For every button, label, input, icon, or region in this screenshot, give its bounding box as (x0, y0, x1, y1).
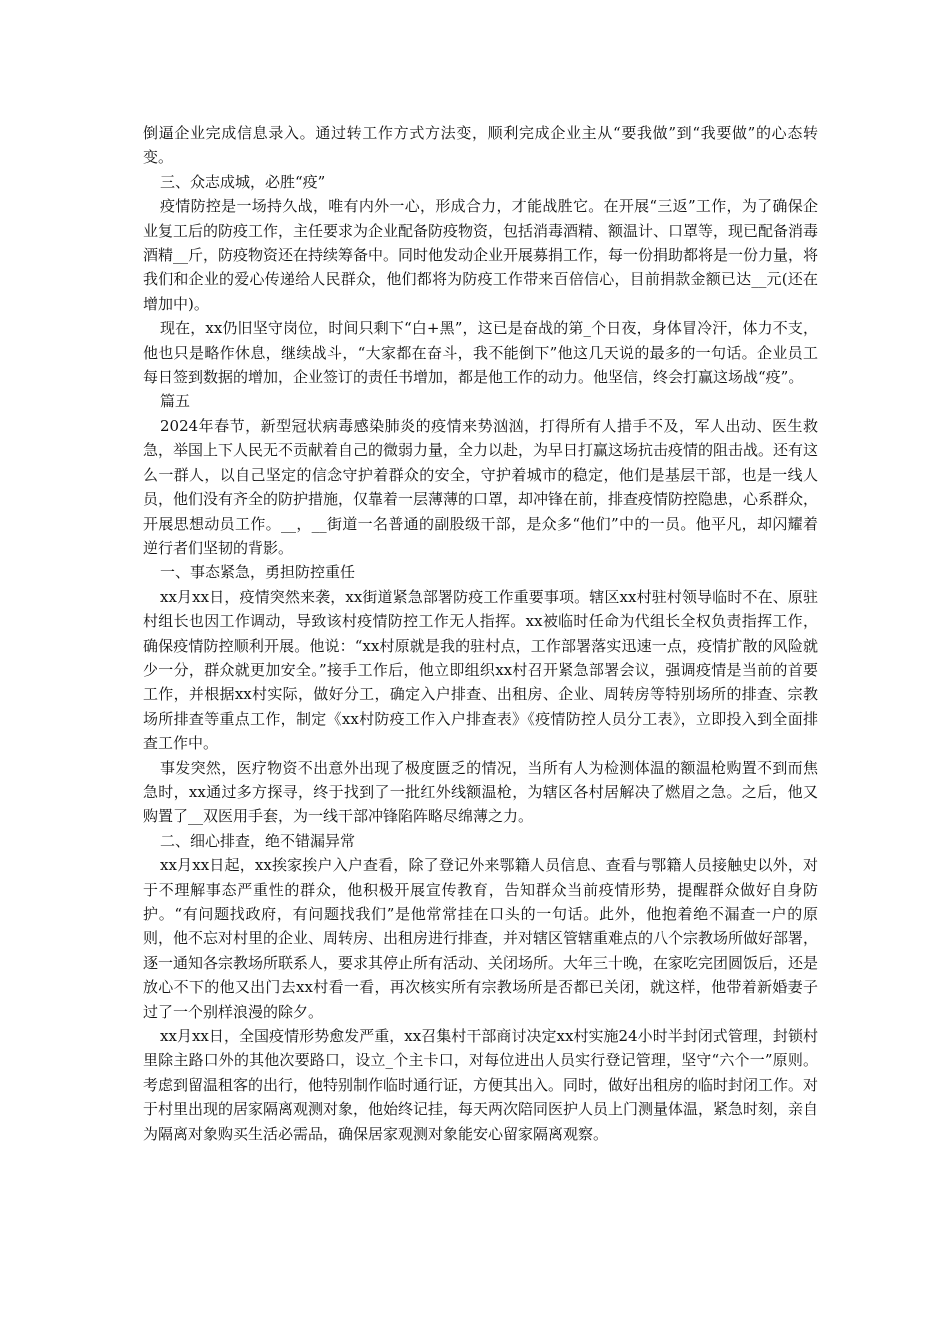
paragraph: 疫情防控是一场持久战，唯有内外一心，形成合力，才能战胜它。在开展“三返”工作，为了确保企业复工后的防疫工作，主任要求为企业配备防疫物资，包括消毒酒精、额温计、口罩等，现已配备消毒酒精__斤，防疫物资还在持续筹备中。同时他发动企业开展募捐工作，每一份捐助都将是一份力量，将我们和企业的爱心传递给人民群众，他们都将为防疫工作带来百倍信心，目前捐款金额已达__元(还在增加中)。 (143, 197, 819, 313)
chapter-heading: 篇五 (160, 392, 191, 411)
paragraph-continuation: 倒逼企业完成信息录入。通过转工作方式方法变，顺利完成企业主从“要我做”到“我要做”的心态转变。 (143, 124, 818, 167)
paragraph: 事发突然，医疗物资不出意外出现了极度匮乏的情况，当所有人为检测体温的额温枪购置不到而焦急时，xx通过多方探寻，终于找到了一批红外线额温枪，为辖区各村居解决了燃眉之急。之后，他又购置了__双医用手套，为一线干部冲锋陷阵略尽绵薄之力。 (143, 758, 818, 826)
document-body (143, 121, 818, 1146)
paragraph: xx月xx日，疫情突然来袭，xx街道紧急部署防疫工作重要事项。辖区xx村驻村领导临时不在、原驻村组长也因工作调动，导致该村疫情防控工作无人指挥。xx被临时任命为代组长全权负责指挥工作，确保疫情防控顺利开展。他说：“xx村原就是我的驻村点，工作部署落实迅速一点，疫情扩散的风险就少一分，群众就更加安全。”接手工作后，他立即组织xx村召开紧急部署会议，强调疫情是当前的首要工作，并根据xx村实际，做好分工，确定入户排查、出租房、企业、周转房等特别场所的排查、宗教场所排查等重点工作，制定《xx村防疫工作入户排查表》《疫情防控人员分工表》，立即投入到全面排查工作中。 (143, 587, 818, 753)
paragraph: xx月xx日，全国疫情形势愈发严重，xx召集村干部商讨决定xx村实施24小时半封闭式管理，封锁村里除主路口外的其他次要路口，设立_个主卡口，对每位进出人员实行登记管理，坚守“六个一”原则。考虑到留温租客的出行，他特别制作临时通行证，方便其出入。同时，做好出租房的临时封闭工作。对于村里出现的居家隔离观测对象，他始终记挂，每天两次陪同医护人员上门测量体温，紧急时刻，亲自为隔离对象购买生活必需品，确保居家观测对象能安心留家隔离观察。 (143, 1027, 819, 1143)
paragraph: xx月xx日起，xx挨家挨户入户查看，除了登记外来鄂籍人员信息、查看与鄂籍人员接触史以外，对于不理解事态严重性的群众，他积极开展宣传教育，告知群众当前疫情形势，提醒群众做好自身防护。“有问题找政府，有问题找我们”是他常常挂在口头的一句话。此外，他抱着绝不漏查一户的原则，他不忘对村里的企业、周转房、出租房进行排查，并对辖区管辖重难点的八个宗教场所做好部署，逐一通知各宗教场所联系人，要求其停止所有活动、关闭场所。大年三十晚，在家吃完团圆饭后，还是放心不下的他又出门去xx村看一看，再次核实所有宗教场所是否都已关闭，就这样，他带着新婚妻子过了一个别样浪漫的除夕。 (143, 856, 819, 1021)
section-heading-2: 二、细心排查，绝不错漏异常 (160, 831, 356, 850)
section-heading-1: 一、事态紧急，勇担防控重任 (160, 563, 356, 582)
section-heading-3: 三、众志成城，必胜“疫” (160, 172, 326, 191)
paragraph: 现在，xx仍旧坚守岗位，时间只剩下“白+黑”，这已是奋战的第_个日夜，身体冒冷汗，体力不支，他也只是略作休息，继续战斗，“大家都在奋斗，我不能倒下”他这几天说的最多的一句话。企业员工每日签到数据的增加，企业签订的责任书增加，都是他工作的动力。他坚信，终会打赢这场战“疫”。 (143, 319, 818, 387)
paragraph: 2024年春节，新型冠状病毒感染肺炎的疫情来势汹汹，打得所有人措手不及，军人出动、医生救急，举国上下人民无不贡献着自己的微弱力量，全力以赴，为早日打赢这场抗击疫情的阻击战。还有这么一群人，以自己坚定的信念守护着群众的安全，守护着城市的稳定，他们是基层干部，也是一线人员，他们没有齐全的防护措施，仅靠着一层薄薄的口罩，却冲锋在前，排查疫情防控隐患，心系群众，开展思想动员工作。__，__街道一名普通的副股级干部，是众多“他们”中的一员。他平凡，却闪耀着逆行者们坚韧的背影。 (143, 416, 819, 557)
